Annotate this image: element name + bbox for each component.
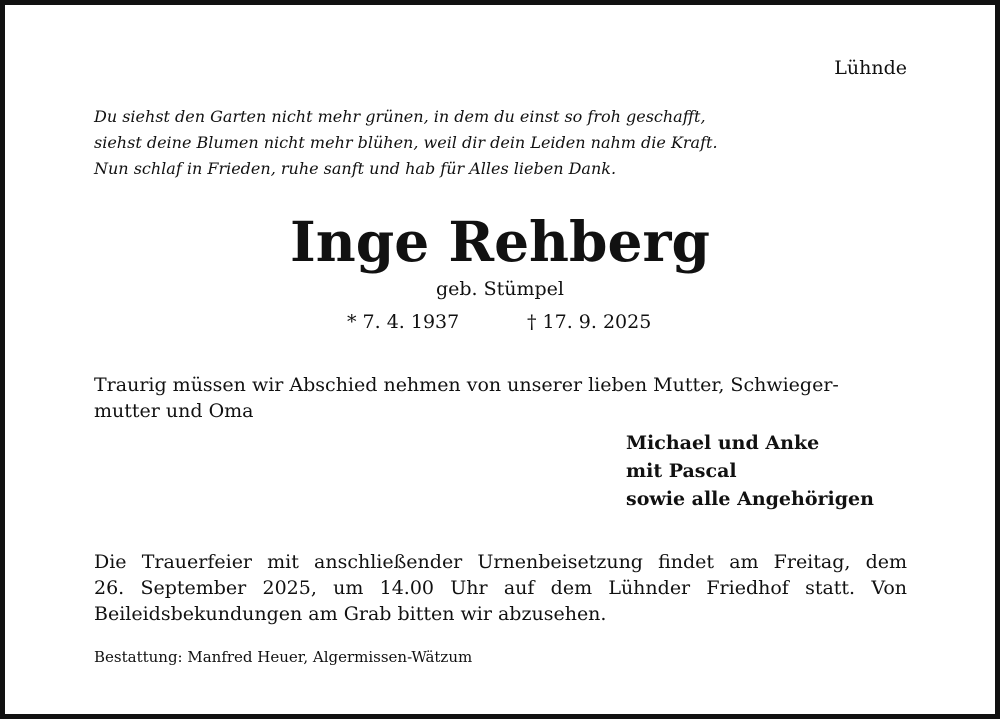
family-line: mit Pascal <box>626 460 737 482</box>
ceremony-line: Beileidsbekundungen am Grab bitten wir abzusehen. <box>94 603 607 625</box>
memorial-poem <box>94 104 718 182</box>
poem-line: Nun schlaf in Frieden, ruhe sanft und hab für Alles lieben Dank. <box>94 159 617 178</box>
poem-line: Du siehst den Garten nicht mehr grünen, in dem du einst so froh geschafft, <box>94 107 706 126</box>
family-signature <box>626 429 874 513</box>
mourning-line: mutter und Oma <box>94 400 254 422</box>
birth-date: * 7. 4. 1937 <box>347 311 460 333</box>
mourning-text <box>94 372 839 424</box>
deceased-name: Inge Rehberg <box>290 209 710 274</box>
ceremony-line: Die Trauerfeier mit anschließender Urnenbeisetzung findet am Freitag, dem <box>94 551 907 573</box>
ceremony-line: 26. September 2025, um 14.00 Uhr auf dem Lühnder Friedhof statt. Von <box>94 577 907 599</box>
ceremony-info <box>94 549 907 627</box>
location-label: Lühnde <box>834 57 907 79</box>
mourning-line: Traurig müssen wir Abschied nehmen von unserer lieben Mutter, Schwieger- <box>94 374 839 396</box>
funeral-home-credit: Bestattung: Manfred Heuer, Algermissen-Wätzum <box>94 648 473 666</box>
poem-line: siehst deine Blumen nicht mehr blühen, weil dir dein Leiden nahm die Kraft. <box>94 133 718 152</box>
maiden-name: geb. Stümpel <box>435 278 565 300</box>
family-line: sowie alle Angehörigen <box>626 488 874 510</box>
death-date: † 17. 9. 2025 <box>527 311 652 333</box>
family-line: Michael und Anke <box>626 432 820 454</box>
